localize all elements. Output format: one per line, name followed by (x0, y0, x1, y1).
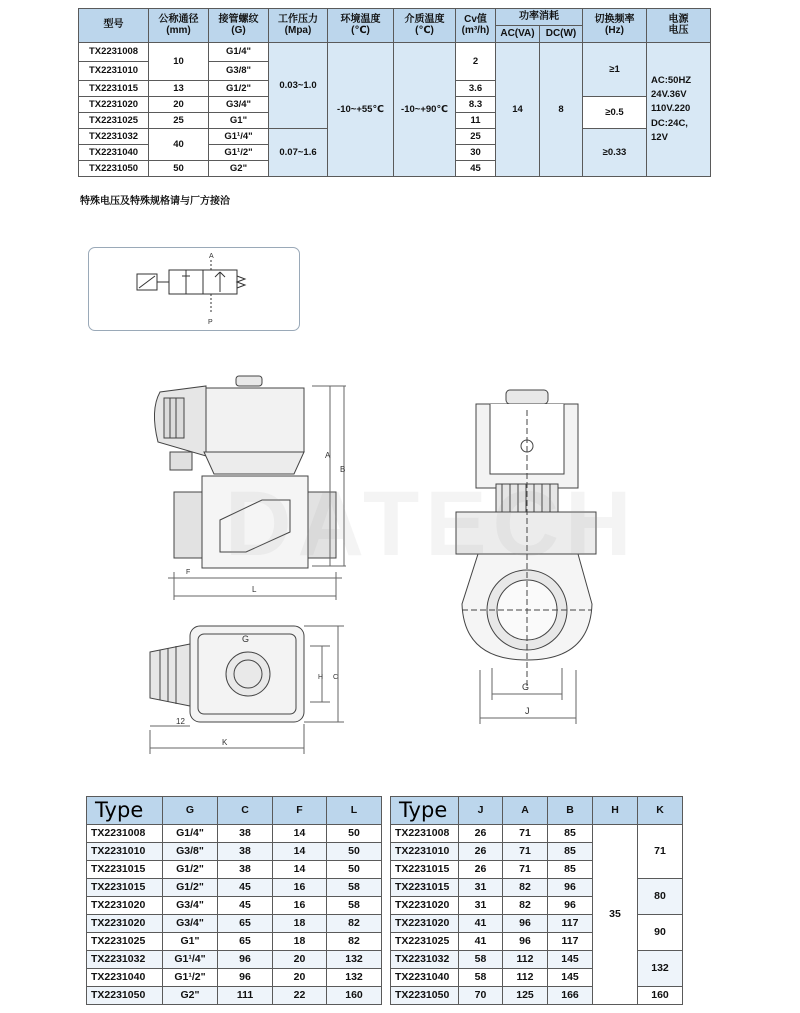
table-row (87, 843, 382, 861)
cell-l: 82 (327, 915, 382, 933)
spec-ambient: -10~+55℃ (328, 43, 394, 177)
cell-b: 85 (548, 825, 593, 843)
table-row (87, 915, 382, 933)
dim-label-g-side: G (522, 682, 530, 692)
spec-voltage: AC:50HZ 24V.36V 110V.220 DC:24C, 12V (647, 43, 711, 177)
table-row (87, 879, 382, 897)
cell-b: 96 (548, 879, 593, 897)
cell-g: G1/2" (163, 879, 218, 897)
cell-type: TX2231015 (87, 879, 163, 897)
cell-type: TX2231040 (87, 969, 163, 987)
spec-pressure: 0.03~1.0 (269, 43, 328, 129)
cell-type: TX2231008 (391, 825, 459, 843)
header-dc: DC(W) (540, 26, 583, 43)
dim-label-j: J (525, 706, 530, 716)
cell-g: G1¹/4" (163, 951, 218, 969)
cell-g: G1/4" (163, 825, 218, 843)
table-row (87, 969, 382, 987)
cell-b: 166 (548, 987, 593, 1005)
dim-label-a: A (325, 451, 331, 460)
cell-f: 14 (273, 861, 327, 879)
cell-a: 112 (503, 951, 548, 969)
table-row (87, 951, 382, 969)
spec-model: TX2231008 (79, 43, 149, 62)
header-freq: 切换频率 (Hz) (583, 9, 647, 43)
spec-dn: 13 (149, 81, 209, 97)
cell-l: 58 (327, 897, 382, 915)
cell-g: G3/4" (163, 915, 218, 933)
cell-a: 125 (503, 987, 548, 1005)
spec-dn: 10 (149, 43, 209, 81)
cell-j: 58 (459, 951, 503, 969)
cell-type: TX2231008 (87, 825, 163, 843)
cell-f: 18 (273, 915, 327, 933)
cell-type: TX2231032 (87, 951, 163, 969)
cell-c: 38 (218, 825, 273, 843)
spec-model: TX2231040 (79, 145, 149, 161)
spec-freq: ≥1 (583, 43, 647, 97)
col-g: G (163, 797, 218, 825)
table-row (391, 951, 683, 969)
spec-thread: G1/4" (209, 43, 269, 62)
header-power: 功率消耗 (496, 9, 583, 26)
cell-k: 71 (638, 825, 683, 879)
cell-c: 38 (218, 843, 273, 861)
cell-c: 111 (218, 987, 273, 1005)
header-dn: 公称通径 (mm) (149, 9, 209, 43)
cell-g: G1/2" (163, 861, 218, 879)
cell-j: 31 (459, 897, 503, 915)
cell-g: G3/4" (163, 897, 218, 915)
spec-thread: G1/2" (209, 81, 269, 97)
cell-type: TX2231015 (87, 861, 163, 879)
cell-h: 35 (593, 825, 638, 1005)
cell-g: G3/8" (163, 843, 218, 861)
cell-type: TX2231015 (391, 861, 459, 879)
cell-b: 96 (548, 897, 593, 915)
col-type: Type (391, 797, 459, 825)
cell-c: 65 (218, 915, 273, 933)
dim-label-c: C (333, 674, 339, 681)
cell-j: 41 (459, 915, 503, 933)
cell-l: 50 (327, 843, 382, 861)
col-k: K (638, 797, 683, 825)
col-a: A (503, 797, 548, 825)
dim-label-k: K (222, 738, 228, 747)
table-row (87, 933, 382, 951)
cell-type: TX2231025 (391, 933, 459, 951)
spec-model: TX2231015 (79, 81, 149, 97)
cell-type: TX2231050 (87, 987, 163, 1005)
spec-dn: 50 (149, 161, 209, 177)
table-row (391, 825, 683, 843)
cell-b: 85 (548, 861, 593, 879)
cell-a: 71 (503, 825, 548, 843)
cell-f: 14 (273, 825, 327, 843)
cell-a: 112 (503, 969, 548, 987)
cell-f: 16 (273, 897, 327, 915)
spec-thread: G1¹/2" (209, 145, 269, 161)
cell-g: G1¹/2" (163, 969, 218, 987)
spec-model: TX2231032 (79, 129, 149, 145)
cell-f: 18 (273, 933, 327, 951)
cell-type: TX2231020 (87, 897, 163, 915)
dimension-table-right (390, 796, 683, 1005)
cell-a: 96 (503, 915, 548, 933)
cell-j: 26 (459, 825, 503, 843)
cell-type: TX2231010 (87, 843, 163, 861)
dim-label-g-top: G (242, 634, 250, 644)
spec-cv: 11 (456, 113, 496, 129)
spec-freq: ≥0.33 (583, 129, 647, 177)
spec-model: TX2231050 (79, 161, 149, 177)
spec-model: TX2231010 (79, 62, 149, 81)
spec-cv: 25 (456, 129, 496, 145)
cell-c: 45 (218, 897, 273, 915)
cell-a: 71 (503, 861, 548, 879)
symbol-label-p: P (208, 319, 213, 326)
cell-l: 58 (327, 879, 382, 897)
cell-g: G1" (163, 933, 218, 951)
spec-dn: 20 (149, 97, 209, 113)
table-row (87, 897, 382, 915)
cell-l: 50 (327, 825, 382, 843)
spec-cv: 8.3 (456, 97, 496, 113)
cell-j: 26 (459, 843, 503, 861)
col-b: B (548, 797, 593, 825)
cell-j: 70 (459, 987, 503, 1005)
spec-dn: 40 (149, 129, 209, 161)
cell-j: 58 (459, 969, 503, 987)
spec-thread: G1¹/4" (209, 129, 269, 145)
cell-a: 82 (503, 879, 548, 897)
spec-model: TX2231020 (79, 97, 149, 113)
cell-b: 85 (548, 843, 593, 861)
col-type: Type (87, 797, 163, 825)
cell-c: 96 (218, 969, 273, 987)
header-voltage: 电源 电压 (647, 9, 711, 43)
col-l: L (327, 797, 382, 825)
table-row (87, 861, 382, 879)
cell-type: TX2231050 (391, 987, 459, 1005)
spec-pressure: 0.07~1.6 (269, 129, 328, 177)
cell-b: 117 (548, 933, 593, 951)
spec-cv: 2 (456, 43, 496, 81)
cell-a: 82 (503, 897, 548, 915)
cell-l: 82 (327, 933, 382, 951)
table-row (87, 987, 382, 1005)
cell-c: 38 (218, 861, 273, 879)
spec-cv: 45 (456, 161, 496, 177)
table-row (391, 915, 683, 933)
spec-thread: G2" (209, 161, 269, 177)
cell-type: TX2231040 (391, 969, 459, 987)
header-thread: 接管螺纹 (G) (209, 9, 269, 43)
col-c: C (218, 797, 273, 825)
spec-thread: G3/4" (209, 97, 269, 113)
table-row (391, 987, 683, 1005)
table-row (391, 879, 683, 897)
dim-label-h: H (318, 674, 324, 681)
cell-b: 117 (548, 915, 593, 933)
col-h: H (593, 797, 638, 825)
cell-a: 96 (503, 933, 548, 951)
cell-f: 14 (273, 843, 327, 861)
cell-type: TX2231025 (87, 933, 163, 951)
header-cv: Cv值 (m³/h) (456, 9, 496, 43)
cell-f: 20 (273, 969, 327, 987)
spec-ac: 14 (496, 43, 540, 177)
watermark: DATECH (225, 473, 638, 575)
cell-l: 132 (327, 969, 382, 987)
header-model: 型号 (79, 9, 149, 43)
cell-a: 71 (503, 843, 548, 861)
cell-k: 90 (638, 915, 683, 951)
cell-k: 160 (638, 987, 683, 1005)
col-j: J (459, 797, 503, 825)
cell-c: 96 (218, 951, 273, 969)
cell-b: 145 (548, 969, 593, 987)
spec-freq: ≥0.5 (583, 97, 647, 129)
header-medium-temp: 介质温度 (℃) (394, 9, 456, 43)
dim-label-l: L (252, 585, 257, 594)
cell-type: TX2231020 (87, 915, 163, 933)
cell-k: 80 (638, 879, 683, 915)
cell-f: 20 (273, 951, 327, 969)
col-f: F (273, 797, 327, 825)
cell-f: 22 (273, 987, 327, 1005)
spec-dn: 25 (149, 113, 209, 129)
top-view-drawing (150, 626, 344, 754)
spec-cv: 30 (456, 145, 496, 161)
cell-f: 16 (273, 879, 327, 897)
cell-type: TX2231020 (391, 915, 459, 933)
cell-l: 132 (327, 951, 382, 969)
cell-type: TX2231015 (391, 879, 459, 897)
cell-l: 160 (327, 987, 382, 1005)
spec-medium: -10~+90℃ (394, 43, 456, 177)
special-spec-note: 特殊电压及特殊规格请与厂方接洽 (80, 196, 230, 207)
spec-model: TX2231025 (79, 113, 149, 129)
cell-c: 65 (218, 933, 273, 951)
cell-type: TX2231010 (391, 843, 459, 861)
symbol-label-a: A (209, 253, 214, 260)
dim-label-12: 12 (176, 717, 185, 726)
cell-k: 132 (638, 951, 683, 987)
cell-type: TX2231020 (391, 897, 459, 915)
cell-g: G2" (163, 987, 218, 1005)
cell-j: 41 (459, 933, 503, 951)
spec-dc: 8 (540, 43, 583, 177)
cell-type: TX2231032 (391, 951, 459, 969)
dim-label-b: B (340, 465, 346, 474)
header-ambient-temp: 环境温度 (℃) (328, 9, 394, 43)
cell-j: 26 (459, 861, 503, 879)
cell-j: 31 (459, 879, 503, 897)
header-pressure: 工作压力 (Mpa) (269, 9, 328, 43)
spec-cv: 3.6 (456, 81, 496, 97)
dim-label-f: F (186, 569, 191, 576)
spec-thread: G3/8" (209, 62, 269, 81)
cell-b: 145 (548, 951, 593, 969)
header-ac: AC(VA) (496, 26, 540, 43)
dimension-table-left (86, 796, 382, 1005)
table-row (87, 825, 382, 843)
spec-thread: G1" (209, 113, 269, 129)
cell-c: 45 (218, 879, 273, 897)
cell-l: 50 (327, 861, 382, 879)
